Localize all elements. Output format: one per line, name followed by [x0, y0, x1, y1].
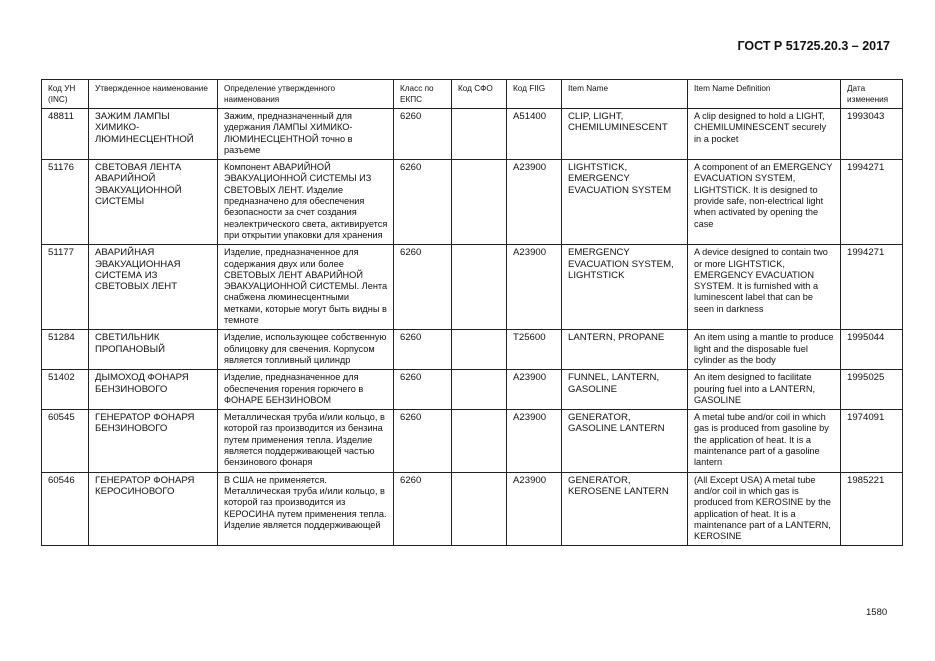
cell-item-name: LIGHTSTICK, EMERGENCY EVACUATION SYSTEM	[562, 160, 688, 245]
cell-item-name: GENERATOR, KEROSENE LANTERN	[562, 472, 688, 546]
table-row	[42, 245, 903, 330]
cell-fiig-code: A23900	[507, 472, 562, 546]
cell-approved-name: АВАРИЙНАЯ ЭВАКУАЦИОННАЯ СИСТЕМА ИЗ СВЕТОВЫХ ЛЕНТ	[89, 245, 218, 330]
cell-sfo-code	[452, 109, 507, 160]
cell-change-date: 1994271	[841, 245, 903, 330]
cell-sfo-code	[452, 330, 507, 370]
cell-fiig-code: A23900	[507, 160, 562, 245]
cell-item-name: CLIP, LIGHT, CHEMILUMINESCENT	[562, 109, 688, 160]
column-header-ekps-class: Класс по ЕКПС	[394, 80, 452, 109]
cell-inc-code: 51284	[42, 330, 89, 370]
cell-name-definition: Изделие, использующее собственную облицовку для свечения. Корпусом является топливный цилиндр	[218, 330, 394, 370]
column-header-item-name: Item Name	[562, 80, 688, 109]
cell-item-name-definition: An item using a mantle to produce light and the disposable fuel cylinder as the body	[688, 330, 841, 370]
cell-fiig-code: T25600	[507, 330, 562, 370]
cell-item-name: EMERGENCY EVACUATION SYSTEM, LIGHTSTICK	[562, 245, 688, 330]
cell-approved-name: ДЫМОХОД ФОНАРЯ БЕНЗИНОВОГО	[89, 370, 218, 410]
cell-approved-name: СВЕТИЛЬНИК ПРОПАНОВЫЙ	[89, 330, 218, 370]
cell-name-definition: Компонент АВАРИЙНОЙ ЭВАКУАЦИОННОЙ СИСТЕМЫ ИЗ СВЕТОВЫХ ЛЕНТ. Изделие предназначено для обеспечения безопасности за счет создания неэлектрического света, активируется при открытии упаковки для хранения	[218, 160, 394, 245]
cell-item-name: GENERATOR, GASOLINE LANTERN	[562, 410, 688, 472]
cell-change-date: 1995044	[841, 330, 903, 370]
table-row	[42, 370, 903, 410]
column-header-change-date: Дата изменения	[841, 80, 903, 109]
table-row	[42, 109, 903, 160]
cell-change-date: 1974091	[841, 410, 903, 472]
cell-fiig-code: A23900	[507, 410, 562, 472]
cell-ekps-class: 6260	[394, 160, 452, 245]
standard-designation: ГОСТ Р 51725.20.3 – 2017	[737, 39, 890, 53]
cell-name-definition: Изделие, предназначенное для содержания двух или более СВЕТОВЫХ ЛЕНТ АВАРИЙНОЙ ЭВАКУАЦИОННОЙ СИСТЕМЫ. Лента снабжена люминесцентными метками, которые могут быть видны в темноте	[218, 245, 394, 330]
cell-ekps-class: 6260	[394, 472, 452, 546]
cell-sfo-code	[452, 472, 507, 546]
cell-approved-name: ЗАЖИМ ЛАМПЫ ХИМИКО-ЛЮМИНЕСЦЕНТНОЙ	[89, 109, 218, 160]
cell-inc-code: 60546	[42, 472, 89, 546]
cell-approved-name: СВЕТОВАЯ ЛЕНТА АВАРИЙНОЙ ЭВАКУАЦИОННОЙ СИСТЕМЫ	[89, 160, 218, 245]
cell-fiig-code: A51400	[507, 109, 562, 160]
cell-ekps-class: 6260	[394, 245, 452, 330]
cell-inc-code: 48811	[42, 109, 89, 160]
table-row	[42, 472, 903, 546]
cell-item-name: FUNNEL, LANTERN, GASOLINE	[562, 370, 688, 410]
cell-sfo-code	[452, 245, 507, 330]
nomenclature-table	[41, 79, 903, 546]
cell-item-name-definition: An item designed to facilitate pouring fuel into a LANTERN, GASOLINE	[688, 370, 841, 410]
cell-approved-name: ГЕНЕРАТОР ФОНАРЯ БЕНЗИНОВОГО	[89, 410, 218, 472]
column-header-approved-name: Утвержденное наименование	[89, 80, 218, 109]
column-header-item-name-definition: Item Name Definition	[688, 80, 841, 109]
cell-name-definition: Изделие, предназначенное для обеспечения горения горючего в ФОНАРЕ БЕНЗИНОВОМ	[218, 370, 394, 410]
cell-sfo-code	[452, 410, 507, 472]
cell-inc-code: 60545	[42, 410, 89, 472]
cell-inc-code: 51402	[42, 370, 89, 410]
cell-name-definition: Металлическая труба и/или кольцо, в которой газ производится из бензина путем применения тепла. Изделие является поддерживающей частью бензинового фонаря	[218, 410, 394, 472]
cell-name-definition: В США не применяется. Металлическая труба и/или кольцо, в которой газ производится из КЕРОСИНА путем применения тепла. Изделие является поддерживающей	[218, 472, 394, 546]
table-header-row	[42, 80, 903, 109]
cell-ekps-class: 6260	[394, 109, 452, 160]
cell-sfo-code	[452, 160, 507, 245]
cell-ekps-class: 6260	[394, 370, 452, 410]
cell-item-name-definition: A device designed to contain two or more LIGHTSTICK, EMERGENCY EVACUATION SYSTEM. It is furnished with a luminescent label that can be seen in darkness	[688, 245, 841, 330]
cell-change-date: 1993043	[841, 109, 903, 160]
column-header-sfo-code: Код СФО	[452, 80, 507, 109]
cell-item-name-definition: A clip designed to hold a LIGHT, CHEMILUMINESCENT securely in a pocket	[688, 109, 841, 160]
cell-inc-code: 51177	[42, 245, 89, 330]
cell-item-name-definition: A component of an EMERGENCY EVACUATION SYSTEM, LIGHTSTICK. It is designed to provide safe, non-electrical light when activated by opening the case	[688, 160, 841, 245]
table-row	[42, 160, 903, 245]
cell-inc-code: 51176	[42, 160, 89, 245]
cell-fiig-code: A23900	[507, 370, 562, 410]
column-header-inc-code: Код УН (INC)	[42, 80, 89, 109]
cell-change-date: 1985221	[841, 472, 903, 546]
table-row	[42, 330, 903, 370]
cell-change-date: 1995025	[841, 370, 903, 410]
cell-name-definition: Зажим, предназначенный для удержания ЛАМПЫ ХИМИКО-ЛЮМИНЕСЦЕНТНОЙ точно в разъеме	[218, 109, 394, 160]
cell-approved-name: ГЕНЕРАТОР ФОНАРЯ КЕРОСИНОВОГО	[89, 472, 218, 546]
column-header-name-definition: Определение утвержденного наименования	[218, 80, 394, 109]
cell-item-name: LANTERN, PROPANE	[562, 330, 688, 370]
cell-sfo-code	[452, 370, 507, 410]
cell-ekps-class: 6260	[394, 330, 452, 370]
cell-ekps-class: 6260	[394, 410, 452, 472]
cell-item-name-definition: A metal tube and/or coil in which gas is produced from gasoline by the application of heat. It is a maintenance part of a gasoline lantern	[688, 410, 841, 472]
cell-item-name-definition: (All Except USA) A metal tube and/or coil in which gas is produced from KEROSINE by the application of heat. It is a maintenance part of a LANTERN, KEROSINE	[688, 472, 841, 546]
cell-fiig-code: A23900	[507, 245, 562, 330]
page-number: 1580	[866, 607, 888, 618]
column-header-fiig-code: Код FIIG	[507, 80, 562, 109]
table-row	[42, 410, 903, 472]
cell-change-date: 1994271	[841, 160, 903, 245]
